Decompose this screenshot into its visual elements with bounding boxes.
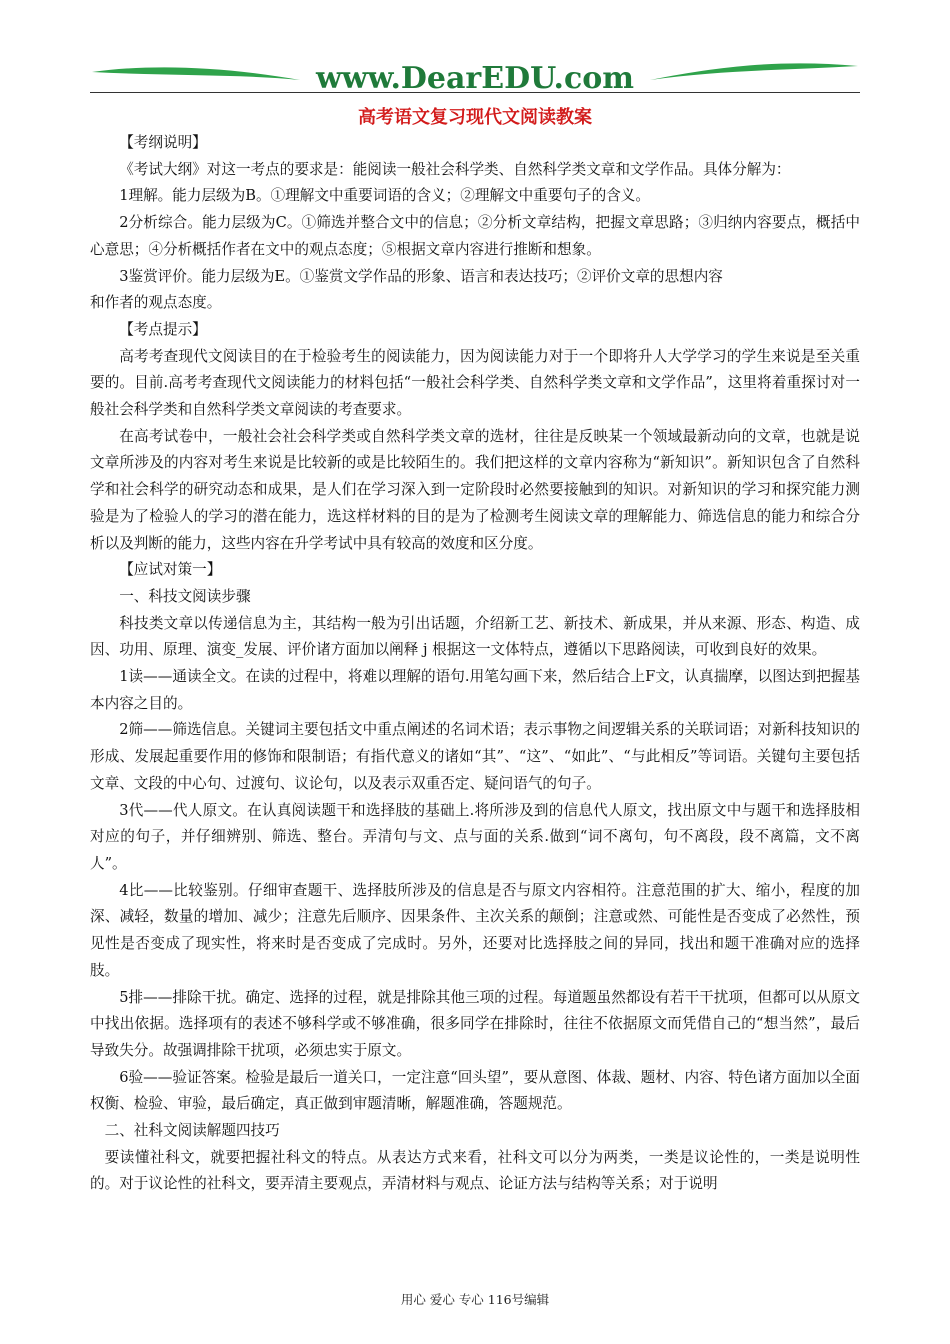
paragraph: 3鉴赏评价。能力层级为E。①鉴赏文学作品的形象、语言和表达技巧；②评价文章的思想内容 (119, 267, 723, 285)
paragraph: 4比——比较鉴别。仔细审查题干、选择肢所涉及的信息是否与原文内容相符。注意范围的扩大、缩小，程度的加深、减轻，数量的增加、减少；注意先后顺序、因果条件、主次关系的颠倒；注意或然、可能性是否变成了必然性，预见性是否变成了现实性，将来时是否变成了完成时。另外，还要对比选择肢之间的异同，找出和题干准确对应的选择肢。 (90, 881, 860, 979)
paragraph: 1读——通读全文。在读的过程中，将难以理解的语句.用笔勾画下来，然后结合上F文，认真揣摩，以图达到把握基本内容之目的。 (90, 668, 860, 712)
section-heading-outline: 【考纲说明】 (119, 134, 207, 151)
paragraph: 6验——验证答案。检验是最后一道关口，一定注意“回头望”，要从意图、体裁、题材、内容、特色诸方面加以全面权衡、检验、审验，最后确定，真正做到审题清晰，解题准确，答题规范。 (90, 1068, 860, 1113)
subheading: 一、科技文阅读步骤 (119, 587, 251, 605)
header-divider (90, 92, 860, 93)
paragraph: 在高考试卷中，一般社会社会科学类或自然科学类文章的选材，往往是反映某一个领域最新动向的文章，也就是说文章所涉及的内容对考生来说是比较新的或是比较陌生的。我们把这样的文章内容称为“新知识”。新知识包含了自然科学和社会科学的研究动态和成果，是人们在学习深入到一定阶段时必然要接触到的知识。对新知识的学习和探究能力测验是为了检验人的学习的潜在能力，选这样材料的目的是为了检测考生阅读文章的理解能力、筛选信息的能力和综合分析以及判断的能力，这些内容在升学考试中具有较高的效度和区分度。 (90, 427, 860, 552)
paragraph: 高考考查现代文阅读目的在于检验考生的阅读能力，因为阅读能力对于一个即将升人大学学习的学生来说是至关重要的。目前.高考考查现代文阅读能力的材料包括“一般社会科学类、自然科学类文章和文学作品”，这里将着重探讨对一般社会科学类和自然科学类文章阅读的考查要求。 (90, 347, 860, 419)
paragraph: 2筛——筛选信息。关键词主要包括文中重点阐述的名词术语；表示事物之间逻辑关系的关联词语；对新科技知识的形成、发展起重要作用的修饰和限制语；有指代意义的诸如“其”、“这”、“如此”、“与此相反”等词语。关键句主要包括文章、文段的中心句、过渡句、议论句，以及表示双重否定、疑问语气的句子。 (90, 721, 860, 792)
paragraph: 2分析综合。能力层级为C。①筛选并整合文中的信息；②分析文章结构，把握文章思路；③归纳内容要点，概括中心意思；④分析概括作者在文中的观点态度；⑤根据文章内容进行推断和想象。 (90, 214, 860, 258)
site-logo-text[interactable]: www.DearEDU.com (315, 61, 634, 96)
document-body (90, 130, 860, 1198)
paragraph: 科技类文章以传递信息为主，其结构一般为引出话题，介绍新工艺、新技术、新成果，并从来源、形态、构造、成因、功用、原理、演变_发展、评价诸方面加以阐释 j 根据这一文体特点，遵循以下思路阅读，可收到良好的效果。 (90, 614, 860, 659)
page-footer: 用心 爱心 专心 116号编辑 (400, 1292, 550, 1307)
paragraph: 3代——代人原文。在认真阅读题干和选择肢的基础上.将所涉及到的信息代人原文，找出原文中与题干和选择肢相对应的句子，并仔细辨别、筛选、整台。弄清句与文、点与面的关系.做到“词不离句，句不离段，段不离篇，文不离人”。 (90, 801, 860, 872)
paragraph: 《考试大纲》对这一考点的要求是：能阅读一般社会科学类、自然科学类文章和文学作品。具体分解为： (119, 160, 791, 178)
section-heading-hints: 【考点提示】 (119, 320, 207, 338)
paragraph: 1理解。能力层级为B。①理解文中重要词语的含义；②理解文中重要句子的含义。 (119, 187, 650, 205)
paragraph: 5排——排除干扰。确定、选择的过程，就是排除其他三项的过程。每道题虽然都设有若干干扰项，但都可以从原文中找出依据。选择项有的表述不够科学或不够准确，很多同学在排除时，往往不依据原文而凭借自己的“想当然”，最后导致失分。故强调排除干扰项，必须忠实于原文。 (90, 988, 860, 1059)
section-heading-strategy: 【应试对策一】 (119, 561, 222, 579)
paragraph: 要读懂社科文，就要把握社科文的特点。从表达方式来看，社科文可以分为两类，一类是议论性的，一类是说明性的。对于议论性的社科文，要弄清主要观点，弄清材料与观点、论证方法与结构等关系；对于说明 (90, 1148, 860, 1193)
subheading: 二、社科文阅读解题四技巧 (104, 1122, 280, 1140)
document-title: 高考语文复习现代文阅读教案 (358, 107, 592, 128)
paragraph: 和作者的观点态度。 (90, 294, 222, 312)
